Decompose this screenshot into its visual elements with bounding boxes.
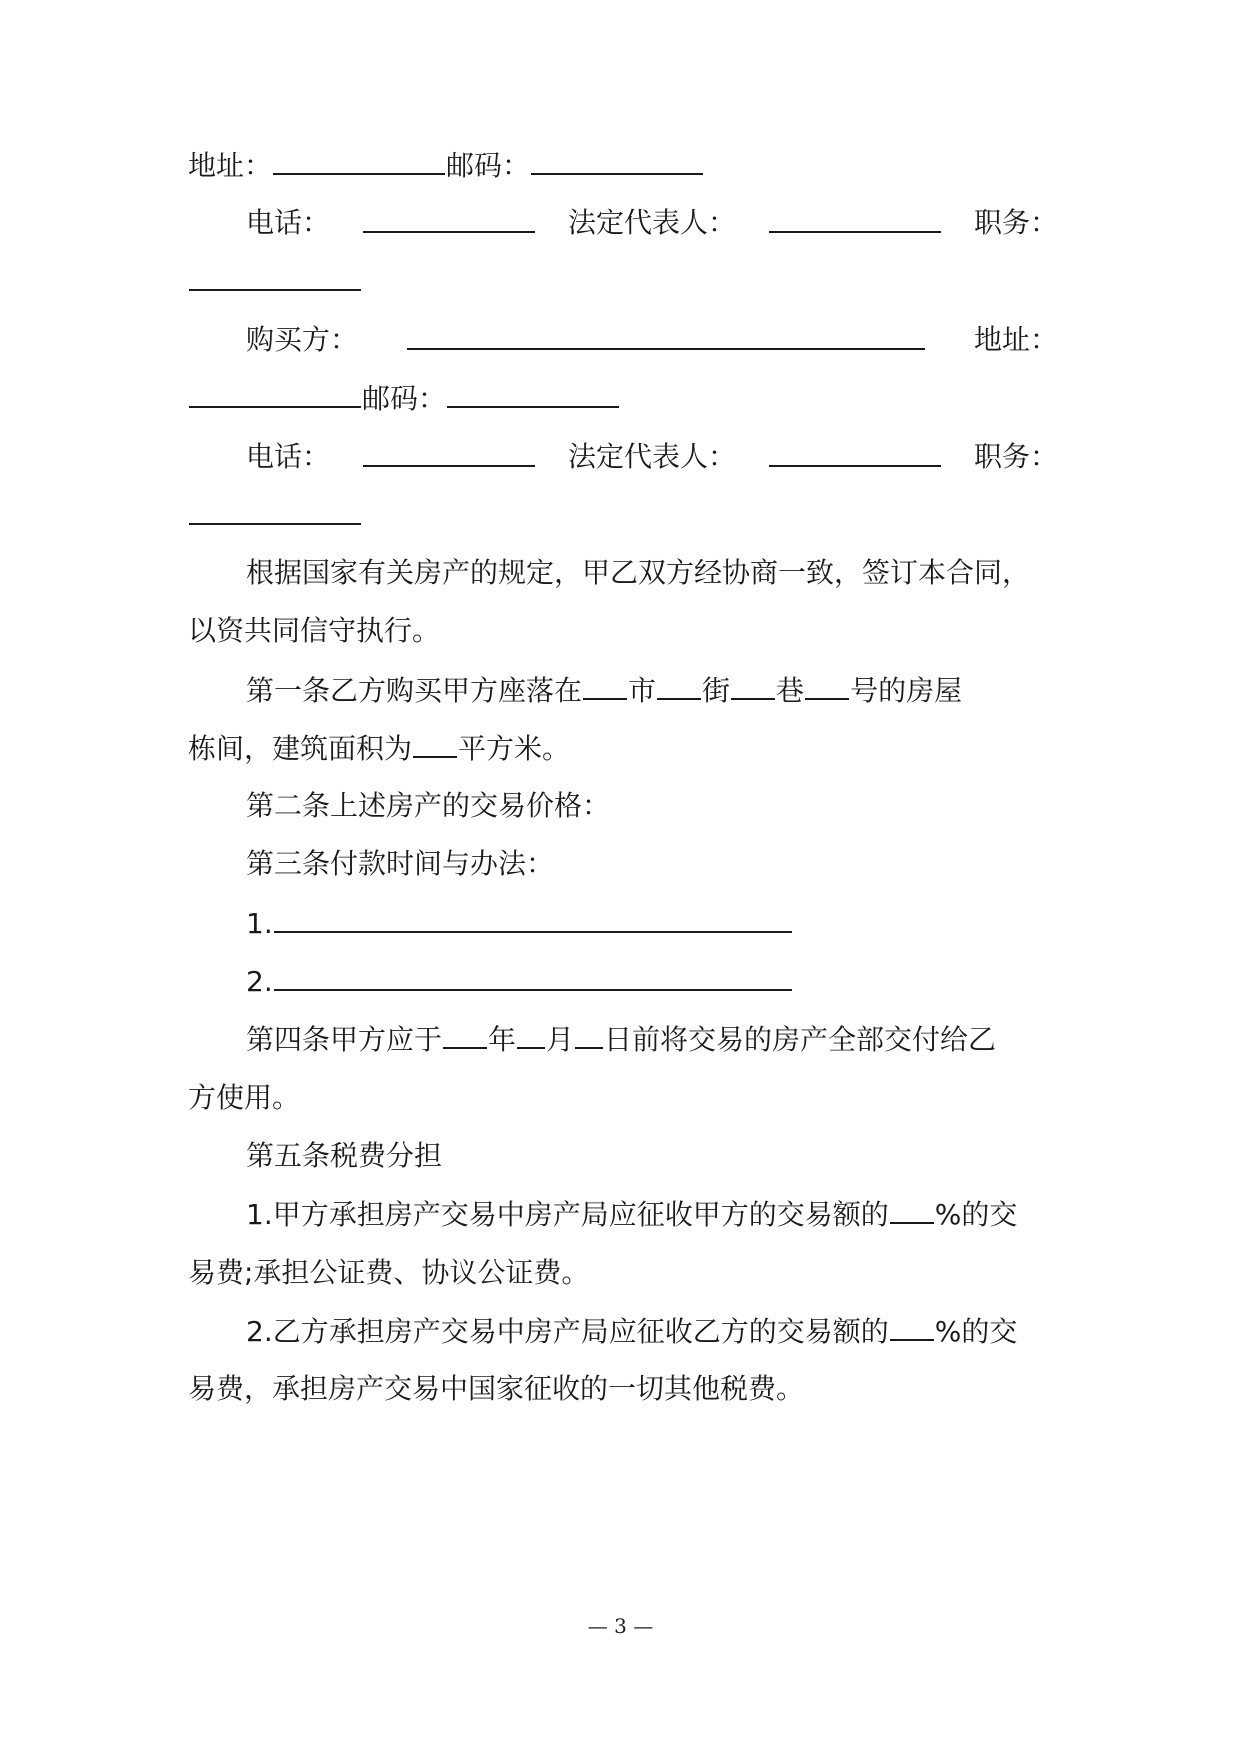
blank-field [531, 145, 703, 175]
year-label: 年 [488, 1023, 517, 1056]
blank-field [575, 1019, 603, 1049]
blank-field [731, 670, 775, 700]
tax-item-1-line-2: 易费;承担公证费、协议公证费。 [188, 1256, 590, 1289]
position-label: 职务： [973, 206, 1058, 239]
article-4-text: 第四条甲方应于 [246, 1023, 443, 1056]
blank-field [443, 1019, 487, 1049]
postcode-label: 邮码： [362, 382, 447, 415]
payment-item-2 [246, 961, 1058, 1001]
blank-field [447, 378, 619, 408]
item-number: 1. [246, 907, 273, 940]
legal-rep-label: 法定代表人： [567, 206, 736, 239]
blank-field [189, 378, 361, 408]
percent-label: %的交 [934, 1198, 1018, 1231]
buyer-contact-line [246, 437, 1058, 477]
buyer-line [246, 320, 1058, 360]
blank-field [413, 728, 457, 758]
blank-field [189, 261, 361, 291]
article-1-text: 第一条乙方购买甲方座落在 [246, 674, 583, 707]
lane-label: 巷 [776, 674, 805, 707]
blank-field [890, 1311, 934, 1341]
blank-field [769, 437, 941, 467]
article-2: 第二条上述房产的交易价格： [246, 789, 611, 822]
address-label: 地址： [188, 149, 273, 182]
intro-paragraph-line-2: 以资共同信守执行。 [188, 614, 441, 647]
seller-address-line [188, 145, 1058, 185]
blank-field [657, 670, 701, 700]
blank-field [363, 437, 535, 467]
area-text: 栋间，建筑面积为 [188, 732, 413, 765]
blank-field [769, 203, 941, 233]
article-5: 第五条税费分担 [246, 1139, 443, 1172]
street-label: 街 [702, 674, 731, 707]
article-1-line-2 [188, 728, 1058, 768]
phone-label: 电话： [246, 206, 331, 239]
blank-field [407, 320, 925, 350]
month-label: 月 [546, 1023, 575, 1056]
seller-position-blank-line [188, 261, 1058, 301]
buyer-address-line [188, 378, 1058, 418]
postcode-label: 邮码： [446, 149, 531, 182]
blank-field [189, 495, 361, 525]
article-4-line-2: 方使用。 [188, 1081, 301, 1114]
blank-field [890, 1194, 934, 1224]
tax-item-1-text: 1.甲方承担房产交易中房产局应征收甲方的交易额的 [246, 1198, 889, 1231]
buyer-position-blank-line [188, 495, 1058, 535]
article-1-line-1 [246, 670, 1058, 710]
tax-item-2-line-2: 易费，承担房产交易中国家征收的一切其他税费。 [188, 1372, 805, 1405]
city-label: 市 [628, 674, 657, 707]
position-label: 职务： [973, 440, 1058, 473]
blank-field [273, 145, 445, 175]
blank-field [274, 961, 792, 991]
day-label: 日前将交易的房产全部交付给乙 [604, 1023, 997, 1056]
seller-contact-line [246, 203, 1058, 243]
item-number: 2. [246, 965, 273, 998]
number-label: 号的房屋 [850, 674, 963, 707]
page-number: — 3 — [587, 1614, 654, 1638]
blank-field [517, 1019, 545, 1049]
article-4-line-1 [246, 1019, 1058, 1059]
legal-rep-label: 法定代表人： [567, 440, 736, 473]
blank-field [805, 670, 849, 700]
payment-item-1 [246, 903, 1058, 943]
phone-label: 电话： [246, 440, 331, 473]
tax-item-2-line-1 [246, 1311, 1058, 1351]
blank-field [583, 670, 627, 700]
buyer-label: 购买方： [246, 323, 359, 356]
address-label: 地址： [973, 323, 1058, 356]
percent-label: %的交 [934, 1315, 1018, 1348]
blank-field [274, 903, 792, 933]
area-unit: 平方米。 [458, 732, 571, 765]
blank-field [363, 203, 535, 233]
tax-item-1-line-1 [246, 1194, 1058, 1234]
intro-paragraph-line-1: 根据国家有关房产的规定，甲乙双方经协商一致，签订本合同， [246, 556, 1031, 589]
article-3: 第三条付款时间与办法： [246, 847, 555, 880]
tax-item-2-text: 2.乙方承担房产交易中房产局应征收乙方的交易额的 [246, 1315, 889, 1348]
